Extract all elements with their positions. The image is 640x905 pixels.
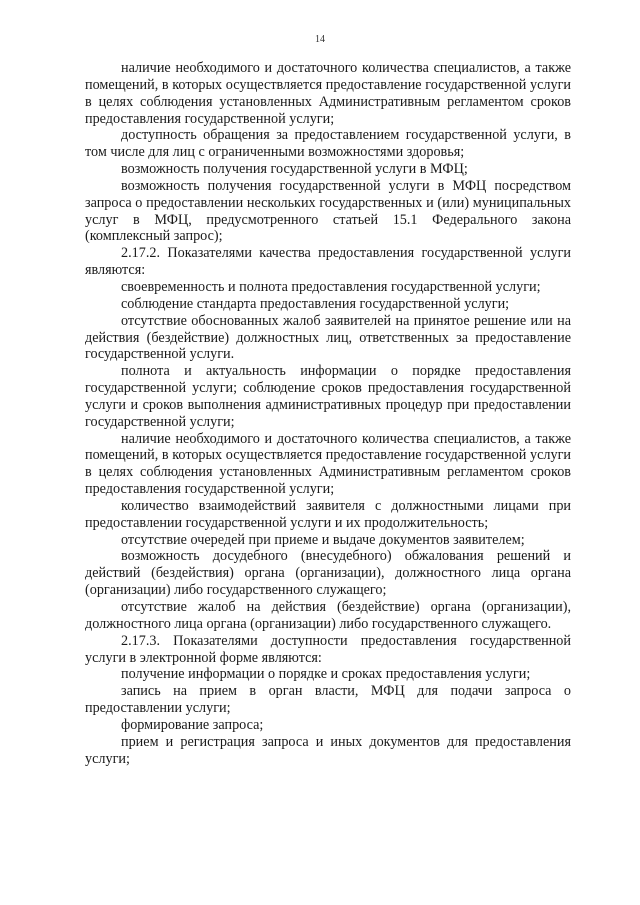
paragraph: получение информации о порядке и сроках предоставления услуги; xyxy=(121,666,531,683)
paragraph: доступность обращения за предоставлением государственной услуги, в том числе для лиц с ограниченными возможностями здоровья; xyxy=(85,127,571,161)
section-heading: 2.17.3. Показателями доступности предоставления государственной услуги в электронной форме являются: xyxy=(85,632,571,666)
paragraph: запись на прием в орган власти, МФЦ для подачи запроса о предоставлении услуги; xyxy=(85,683,571,717)
paragraph: наличие необходимого и достаточного количества специалистов, а также помещений, в которых осуществляется предоставление государственной услуги в целях соблюдения установленных Административным регламентом сроков предоставления государственной услуги; xyxy=(85,430,571,498)
paragraph: возможность получения государственной услуги в МФЦ посредством запроса о предоставлении нескольких государственных и (или) муниципальных услуг в МФЦ, предусмотренного статьей 15.1 Федерального закона (комплексный запрос); xyxy=(85,177,571,245)
document-body xyxy=(85,60,571,767)
paragraph: формирование запроса; xyxy=(121,716,264,733)
paragraph: отсутствие очередей при приеме и выдаче документов заявителем; xyxy=(121,531,525,548)
paragraph: наличие необходимого и достаточного количества специалистов, а также помещений, в которых осуществляется предоставление государственной услуги в целях соблюдения установленных Административным регламентом сроков предоставления государственной услуги; xyxy=(85,60,571,127)
paragraph: прием и регистрация запроса и иных документов для предоставления услуги; xyxy=(85,733,571,767)
paragraph: своевременность и полнота предоставления государственной услуги; xyxy=(121,278,541,295)
paragraph: полнота и актуальность информации о порядке предоставления государственной услуги; соблюдение сроков предоставления государственной услуги и сроков выполнения административных процедур при предоставлении государственной услуги; xyxy=(85,363,571,430)
paragraph: количество взаимодействий заявителя с должностными лицами при предоставлении государственной услуги и их продолжительность; xyxy=(85,497,571,531)
section-heading: 2.17.2. Показателями качества предоставления государственной услуги являются: xyxy=(85,245,571,279)
paragraph: соблюдение стандарта предоставления государственной услуги; xyxy=(121,295,510,312)
paragraph: возможность досудебного (внесудебного) обжалования решений и действий (бездействия) органа (организации), должностного лица органа (организации) либо государственного служащего; xyxy=(85,548,571,599)
page-number: 14 xyxy=(315,34,325,45)
paragraph: возможность получения государственной услуги в МФЦ; xyxy=(121,161,468,178)
paragraph: отсутствие жалоб на действия (бездействие) органа (организации), должностного лица органа (организации) либо государственного служащего. xyxy=(85,599,571,632)
paragraph: отсутствие обоснованных жалоб заявителей на принятое решение или на действия (бездействие) должностных лиц, ответственных за предоставление государственной услуги. xyxy=(85,312,571,363)
